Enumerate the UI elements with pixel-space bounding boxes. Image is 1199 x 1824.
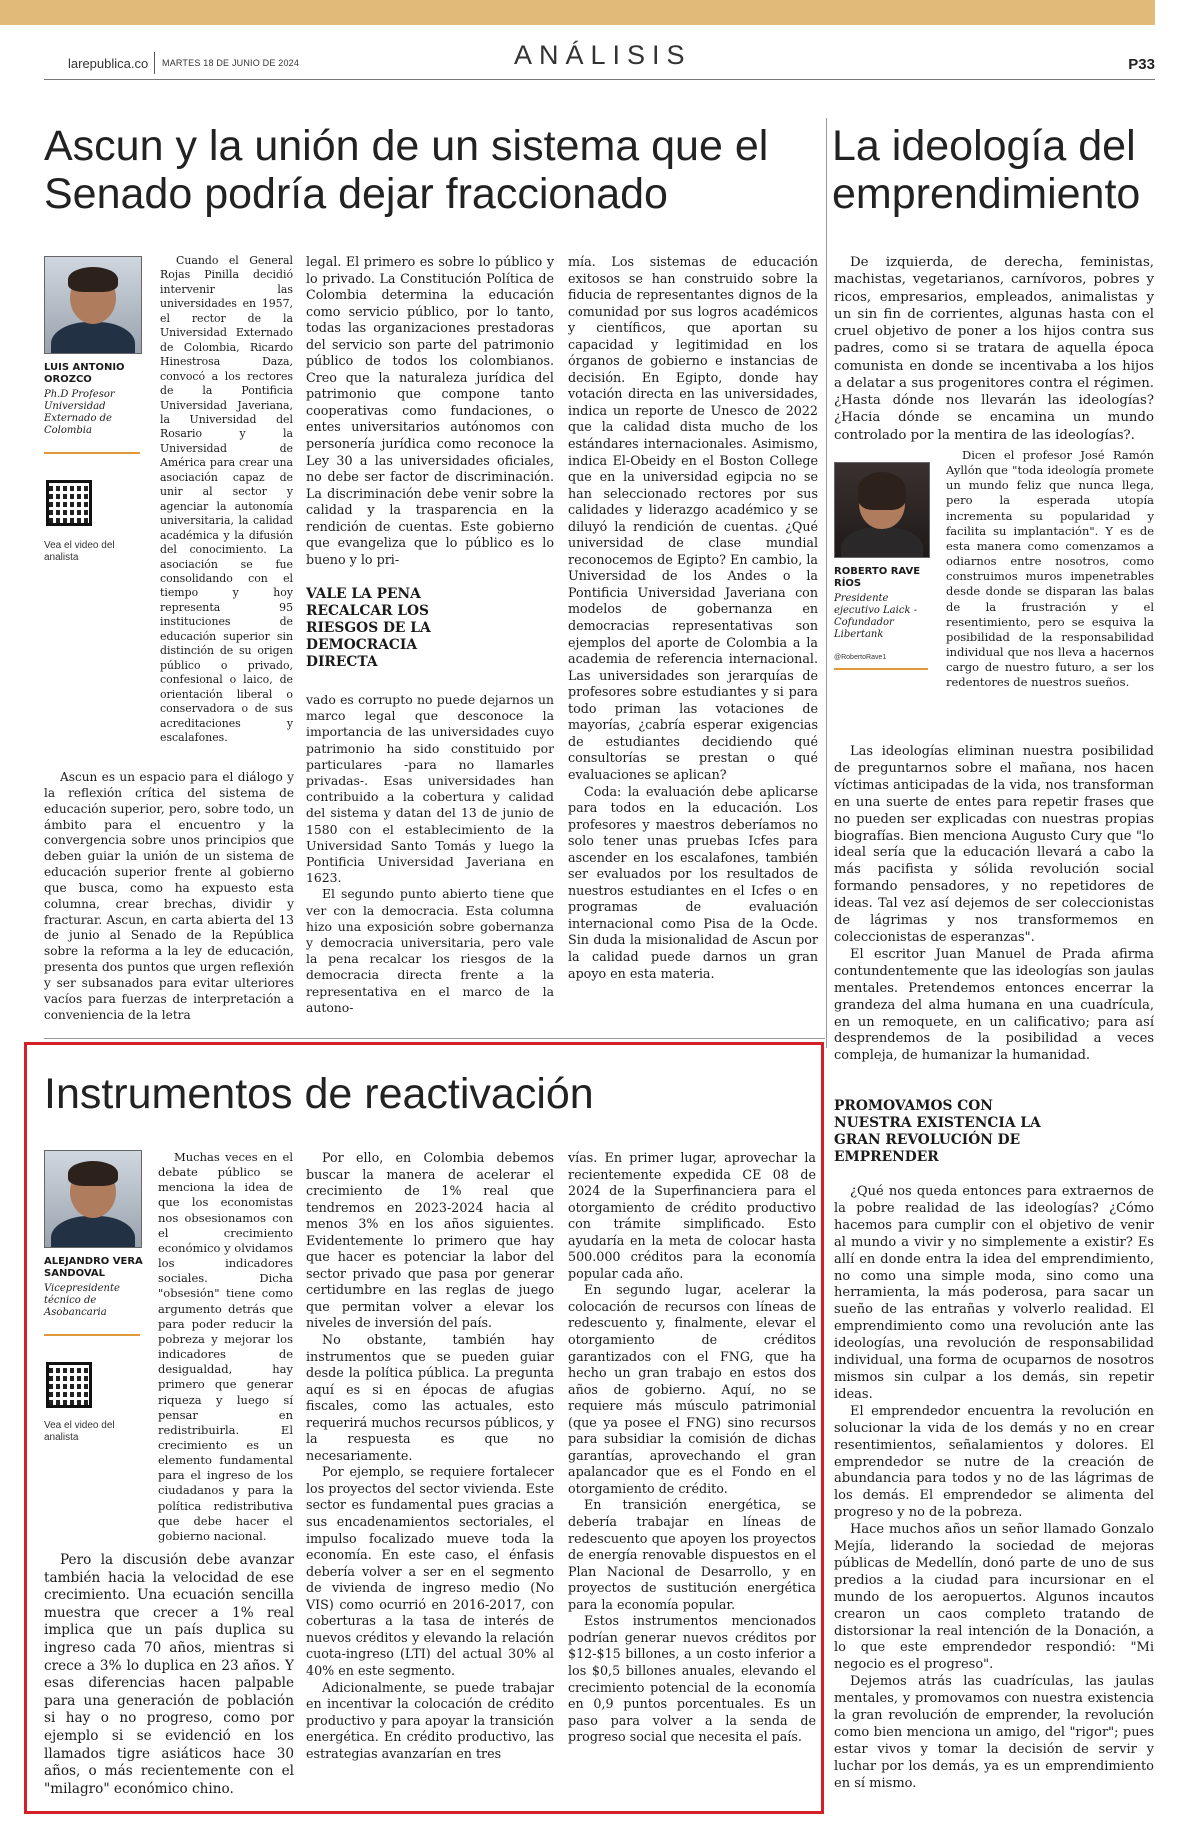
- article2-paragraph: De izquierda, de derecha, feministas, machistas, vegetarianos, carnívoros, pobres y ricos, empresarios, empleados, animalistas y un sin fin de corrientes, algunas hasta con el cruel objetivo de poner a los hijos contra sus padres, como si se tratara de aquella época comunista en donde se incentivaba a los hijos a delatar a sus progenitores contra el régimen. ¿Hasta dónde nos llevarán las ideologías? ¿Hacia dónde se encamina un mundo controlado por la mentira de las ideologías?.: [834, 255, 1154, 443]
- article3-paragraph: En segundo lugar, acelerar la colocación de recursos con líneas de redescuento y, finalmente, elevar el otorgamiento de créditos garantizados con el FNG, que ha hecho un gran trabajo en estos dos años de gobierno. Aquí, no se requiere más músculo patrimonial (que ya posee el FNG) sino recursos para subsidiar la comisión de dichas garantías, aprovechando el gran apalancador que es el Fondo en el otorgamiento de crédito.: [568, 1282, 816, 1496]
- article1-col2-rest: [306, 692, 554, 1016]
- section-title: ANÁLISIS: [514, 40, 692, 70]
- column-divider: [826, 118, 827, 1048]
- article2-col-wrap: [946, 448, 1154, 691]
- article3-paragraph: Por ejemplo, se requiere fortalecer los proyectos del sector vivienda. Este sector es fundamental pues gracias a sus encadenamientos sectoriales, el impulso focalizado mueve toda la economía. En este caso, el énfasis debería volver a ser en el segmento de vivienda de ingreso medio (No VIS) como ocurrió en 2016-2017, con coberturas a la tasa de interés de nuevos créditos y elevando la relación cuota-ingreso (LTI) del actual 30% al 40% en este segmento.: [306, 1464, 554, 1678]
- article3-col1-intro: [158, 1150, 293, 1544]
- article2-paragraph: Dicen el profesor José Ramón Ayllón que "toda ideología promete un mundo feliz que nunca llega, pero la esperada utopía incrementa su popularidad y facilita su implantación". Y es de esta manera como comenzamos a odiarnos entre nosotros, como construimos muros impenetrables desde donde se disparan las balas de la frustración y el resentimiento, pero se esquiva la posibilidad de la responsabilidad individual que nos lleva a hacernos cargo de nuestro futuro, a ser los redentores de nuestros sueños.: [946, 448, 1154, 690]
- article1-paragraph: legal. El primero es sobre lo público y lo privado. La Constitución Política de Colombia determina la educación como servicio público, por lo tanto, todas las organizaciones prestadoras del servicio son parte del patrimonio público de todos los colombianos. Creo que la naturaleza jurídica del patrimonio que compone tanto cooperativas como fundaciones, o entes universitarios autónomos con personería jurídica como reconoce la Ley 30 a las universidades oficiales, no debe ser factor de discriminación. La discriminación debe venir sobre la calidad y la trasparencia en la rendición de cuentas. Este gobierno que evangeliza que lo público es lo bueno y lo pri-: [306, 254, 554, 567]
- article3-paragraph: Pero la discusión debe avanzar también hacia la velocidad de ese crecimiento. Una ecuación sencilla muestra que crecer a 1% real implica que un país duplica su ingreso cada 70 años, mientras si crece a 3% lo duplica en 23 años. Y esas diferencias hacen palpable para una generación de población si hay o no progreso, como por ejemplo si se evidenció en los llamados tigre asiáticos hace 30 años, o más recientemente con el "milagro" económico chino.: [44, 1552, 294, 1797]
- qr-code-icon[interactable]: [46, 1362, 92, 1408]
- article1-col2: [306, 254, 554, 568]
- article1-paragraph: Ascun es un espacio para el diálogo y la reflexión crítica del sistema de educación superior, pero, sobre todo, un ámbito para el encuentro y la convergencia sobre unos principios que deben guiar la unión de un sistema de educación superior frente al gobierno que busca, como ha expuesto esta columna, crear brechas, dividir y fracturar. Ascun, en carta abierta del 13 de junio al Senado de la República sobre la reforma a la ley de educación, presenta dos puntos que urgen reflexión y ser subsanados para evitar ulteriores vacíos para fuerzas de interpretación a conveniencia de la letra: [44, 770, 294, 1022]
- qr-code-icon[interactable]: [46, 480, 92, 526]
- issue-date: MARTES 18 DE JUNIO DE 2024: [162, 58, 300, 68]
- article3-col3: [568, 1150, 816, 1746]
- author-role: Vicepresidente técnico de Asobancaria: [44, 1283, 120, 1318]
- header-rule: [44, 79, 1155, 80]
- author-handle[interactable]: @RobertoRave1: [834, 654, 887, 661]
- article3-paragraph: Por ello, en Colombia debemos buscar la manera de acelerar el crecimiento de 1% real que tendremos en 2023-2024 hacia al menos 3% en los años siguientes. Evidentemente lo primero que hay que hacer es potenciar la labor del sector privado que pasa por generar certidumbre en las reglas de juego que permitan volver a elevar los niveles de inversión del país.: [306, 1150, 554, 1331]
- article1-col1-rest: [44, 770, 294, 1024]
- article-divider: [44, 1038, 825, 1039]
- article2-paragraph: Dejemos atrás las cuadrículas, las jaulas mentales, y promovamos con nuestra existencia la gran revolución de emprender, la revolución como bien menciona un amigo, del "rigor"; pues estar vivos y tomar la decisión de servir y luchar por los demás, ya es un emprendimiento en sí mismo.: [834, 1674, 1154, 1791]
- article2-paragraph: Hace muchos años un señor llamado Gonzalo Mejía, liderando la sociedad de mejoras públicas de Medellín, donó parte de uno de sus predios a la ciudad para incursionar en el mundo de los aeropuertos. Algunos incautos crearon un caos completo tratando de distorsionar la real intención de la Donación, a lo que este emprendedor respondió: "Mi negocio es el progreso".: [834, 1522, 1154, 1673]
- article3-paragraph: No obstante, también hay instrumentos que se pueden guiar desde la política pública. La pregunta aquí es si en épocas de afugias fiscales, como las actuales, esto requerirá muchos recursos públicos, y la respuesta es que no necesariamente.: [306, 1332, 554, 1463]
- article3-col2: [306, 1150, 554, 1762]
- article1-paragraph: Coda: la evaluación debe aplicarse para todos en la educación. Los profesores y maestros deberíamos no solo tener unas pruebas Icfes para ascender en los escalafones, también ser evaluados por los resultados de nuestros estudiantes en el Icfes o en programas de evaluación internacional como Pisa de la Ocde. Sin duda la misionalidad de Ascun por la calidad puede darnos un gran apoyo en esta materia.: [568, 783, 818, 981]
- author-photo: [44, 1150, 142, 1248]
- article2-title: La ideología del emprendimiento: [832, 122, 1141, 218]
- article3-paragraph: Estos instrumentos mencionados podrían generar nuevos créditos por $12-$15 billones, a un costo inferior a los $0,5 billones anuales, elevando el crecimiento potencial de la economía en 0,9 puntos porcentuales. Es un paso para volver a la senda de progreso social que necesita el país.: [568, 1613, 816, 1745]
- author-rule: [834, 668, 928, 670]
- author-role: Ph.D Profesor Universidad Externado de Colombia: [44, 389, 115, 436]
- author-rule: [44, 1334, 140, 1336]
- author-rule: [44, 452, 140, 454]
- article3-paragraph: En transición energética, se debería trabajar en líneas de redescuento que apoyen los proyectos de energía renovable dispuestos en el Plan Nacional de Desarrollo, y en proyectos de sustitución energética para la economía popular.: [568, 1497, 816, 1612]
- author-block: [834, 566, 926, 641]
- article1-paragraph: vado es corrupto no puede dejarnos un marco legal que desconoce la importancia de las universidades cuyo patrimonio ha sido constituido por particulares -para no llamarles privadas-. Esas universidades han contribuido a la cobertura y calidad del sistema y datan del 13 de junio de 1580 con el establecimiento de la Universidad Santo Tomás y luego la Pontificia Universidad Javeriana en 1623.: [306, 692, 554, 886]
- article3-col1-rest: [44, 1552, 294, 1798]
- article2-intro: [834, 254, 1154, 444]
- article3-paragraph: vías. En primer lugar, aprovechar la recientemente expedida CE 08 de 2024 de la Superfinanciera para el otorgamiento de crédito productivo con trámite simplificado. Esto ayudaría en la meta de colocar hasta 500.000 créditos para la economía popular cada año.: [568, 1150, 816, 1281]
- article2-paragraph: El emprendedor encuentra la revolución en solucionar la vida de los demás y no en crear resentimientos, señalamientos y dolores. El emprendedor se nutre de la creación de abundancia para todos y no de las lágrimas de los demás. El emprendedor se alimenta del progreso y no de la pobreza.: [834, 1403, 1154, 1521]
- article2-paragraph: El escritor Juan Manuel de Prada afirma contundentemente que las ideologías son jaulas mentales. Pretendemos entonces encerrar la grandeza del alma humana en una cuadrícula, en un remoquete, en un calificativo; para así desprendemos de la posibilidad a veces compleja, de humanizar la humanidad.: [834, 946, 1154, 1064]
- page-number: P33: [1128, 56, 1155, 73]
- top-color-band: [0, 0, 1155, 25]
- article1-paragraph: El segundo punto abierto tiene que ver con la democracia. Esta columna hizo una exposición sobre gobernanza y democracia universitaria, pero vale la pena recalcar los riesgos de la democracia directa frente a la representativa en el marco de la autono-: [306, 886, 554, 1015]
- author-name: LUIS ANTONIO OROZCO: [44, 362, 125, 385]
- video-caption[interactable]: Vea el video del analista: [44, 1420, 115, 1443]
- article1-paragraph: mía. Los sistemas de educación exitosos se han construido sobre la fiducia de representantes dignos de la comunidad por sus logros académicos y científicos, que aportan su capacidad y legitimidad en los órganos de gobierno e instancias de decisión. En Egipto, donde hay votación directa en las universidades, indica un reporte de Unesco de 2022 que la calidad dista mucho de los estándares internacionales. Asimismo, indica El-Obeidy en el Boston College que en la universidad egipcia no se han seleccionado rectores por sus calidades y liderazgo académico y se diluyó la rendición de cuentas. ¿Qué universidad de clase mundial reconocemos de Egipto? En cambio, la Universidad de los Andes o la Pontificia Universidad Javeriana con modelos de gobernanza en democracias representativas son ejemplos del aporte de Colombia a la academia de referencia internacional. Las universidades son jerarquías de profesores sobre estudiantes y si para todo priman las votaciones de mayorías, ¿cabría esperar exigencias de estudiantes decidiendo qué consultorías se prestan o qué evaluaciones se aplican?: [568, 254, 818, 782]
- article3-paragraph: Adicionalmente, se puede trabajar en incentivar la colocación de crédito productivo y para apoyar la transición energética. En crédito productivo, las estrategias avanzarían en tres: [306, 1679, 554, 1761]
- article3-paragraph: Muchas veces en el debate público se menciona la idea de que los economistas nos obsesionamos con el crecimiento económico y olvidamos los indicadores sociales. Dicha "obsesión" tiene como argumento detrás que para poder reducir la pobreza y mejorar los indicadores de desigualdad, hay primero que generar riqueza y luego sí pensar en redistribuirla. El crecimiento es un elemento fundamental para el ingreso de los ciudadanos y para la política redistributiva que debe hacer el gobierno nacional.: [158, 1150, 293, 1543]
- author-block: [44, 1256, 152, 1319]
- article1-subhead: VALE LA PENA RECALCAR LOS RIESGOS DE LA DEMOCRACIA DIRECTA: [306, 586, 431, 670]
- article1-col1-intro: [160, 254, 293, 745]
- article2-subhead: PROMOVAMOS CON NUESTRA EXISTENCIA LA GRAN REVOLUCIÓN DE EMPRENDER: [834, 1098, 1041, 1165]
- author-block: [44, 362, 152, 437]
- author-photo: [44, 256, 142, 354]
- article3-title: Instrumentos de reactivación: [44, 1070, 594, 1118]
- article1-paragraph: Cuando el General Rojas Pinilla decidió intervenir las universidades en 1957, el rector de la Universidad Externado de Colombia, Ricardo Hinestrosa Daza, convocó a los rectores de la Pontificia Universidad Javeriana, la Universidad del Rosario y la Universidad de América para crear una asociación capaz de unir al sector y agenciar la autonomía universitaria, la calidad académica y la difusión del conocimiento. La asociación se fue consolidando con el tiempo y hoy representa 95 instituciones de educación superior sin distinción de su origen público o privado, confesional o laico, de orientación liberal o conservadora o de sus acreditaciones y escalafones.: [160, 254, 293, 744]
- article2-body: [834, 744, 1154, 1065]
- video-caption[interactable]: Vea el video del analista: [44, 540, 115, 563]
- header-divider: [154, 52, 155, 74]
- article2-body-rest: [834, 1184, 1154, 1793]
- article2-paragraph: ¿Qué nos queda entonces para extraernos de la pobre realidad de las ideologías? ¿Cómo hacemos para cumplir con el objetivo de venir al mundo a vivir y no simplemente a existir? Es allí en donde entra la idea del emprendimiento, no como una simple moda, sino como una herramienta, la más poderosa, para sacar un sueño de las entrañas y volverlo realidad. El emprendimiento como una revolución ante las ideologías, una revolución de responsabilidad individual, una forma de ocuparnos de nosotros mismos sin culpar a los demás, sin repetir ideas.: [834, 1184, 1154, 1402]
- author-name: ROBERTO RAVE RÍOS: [834, 566, 921, 589]
- article2-paragraph: Las ideologías eliminan nuestra posibilidad de preguntarnos sobre el mañana, nos hacen víctimas anticipadas de la vida, nos transforman en una suerte de entes para repetir frases que no pueden ser explicadas con nuestras propias biografías. Bien menciona Augusto Cury que "lo ideal sería que la educación llevará a cabo la más pacifista y sólida revolución social formando pensadores, y no repetidores de ideas. Tal vez así dejemos de ser coleccionistas de lágrimas y nos transformemos en coleccionistas de esperanzas".: [834, 744, 1154, 945]
- author-role: Presidente ejecutivo Laick - Cofundador Libertank: [834, 593, 918, 640]
- site-name[interactable]: larepublica.co: [68, 56, 149, 71]
- article1-title: Ascun y la unión de un sistema que el Senado podría dejar fraccionado: [44, 122, 769, 218]
- author-name: ALEJANDRO VERA SANDOVAL: [44, 1256, 143, 1279]
- article1-col3: [568, 254, 818, 982]
- author-photo: [834, 462, 930, 558]
- page-header: [44, 40, 1155, 80]
